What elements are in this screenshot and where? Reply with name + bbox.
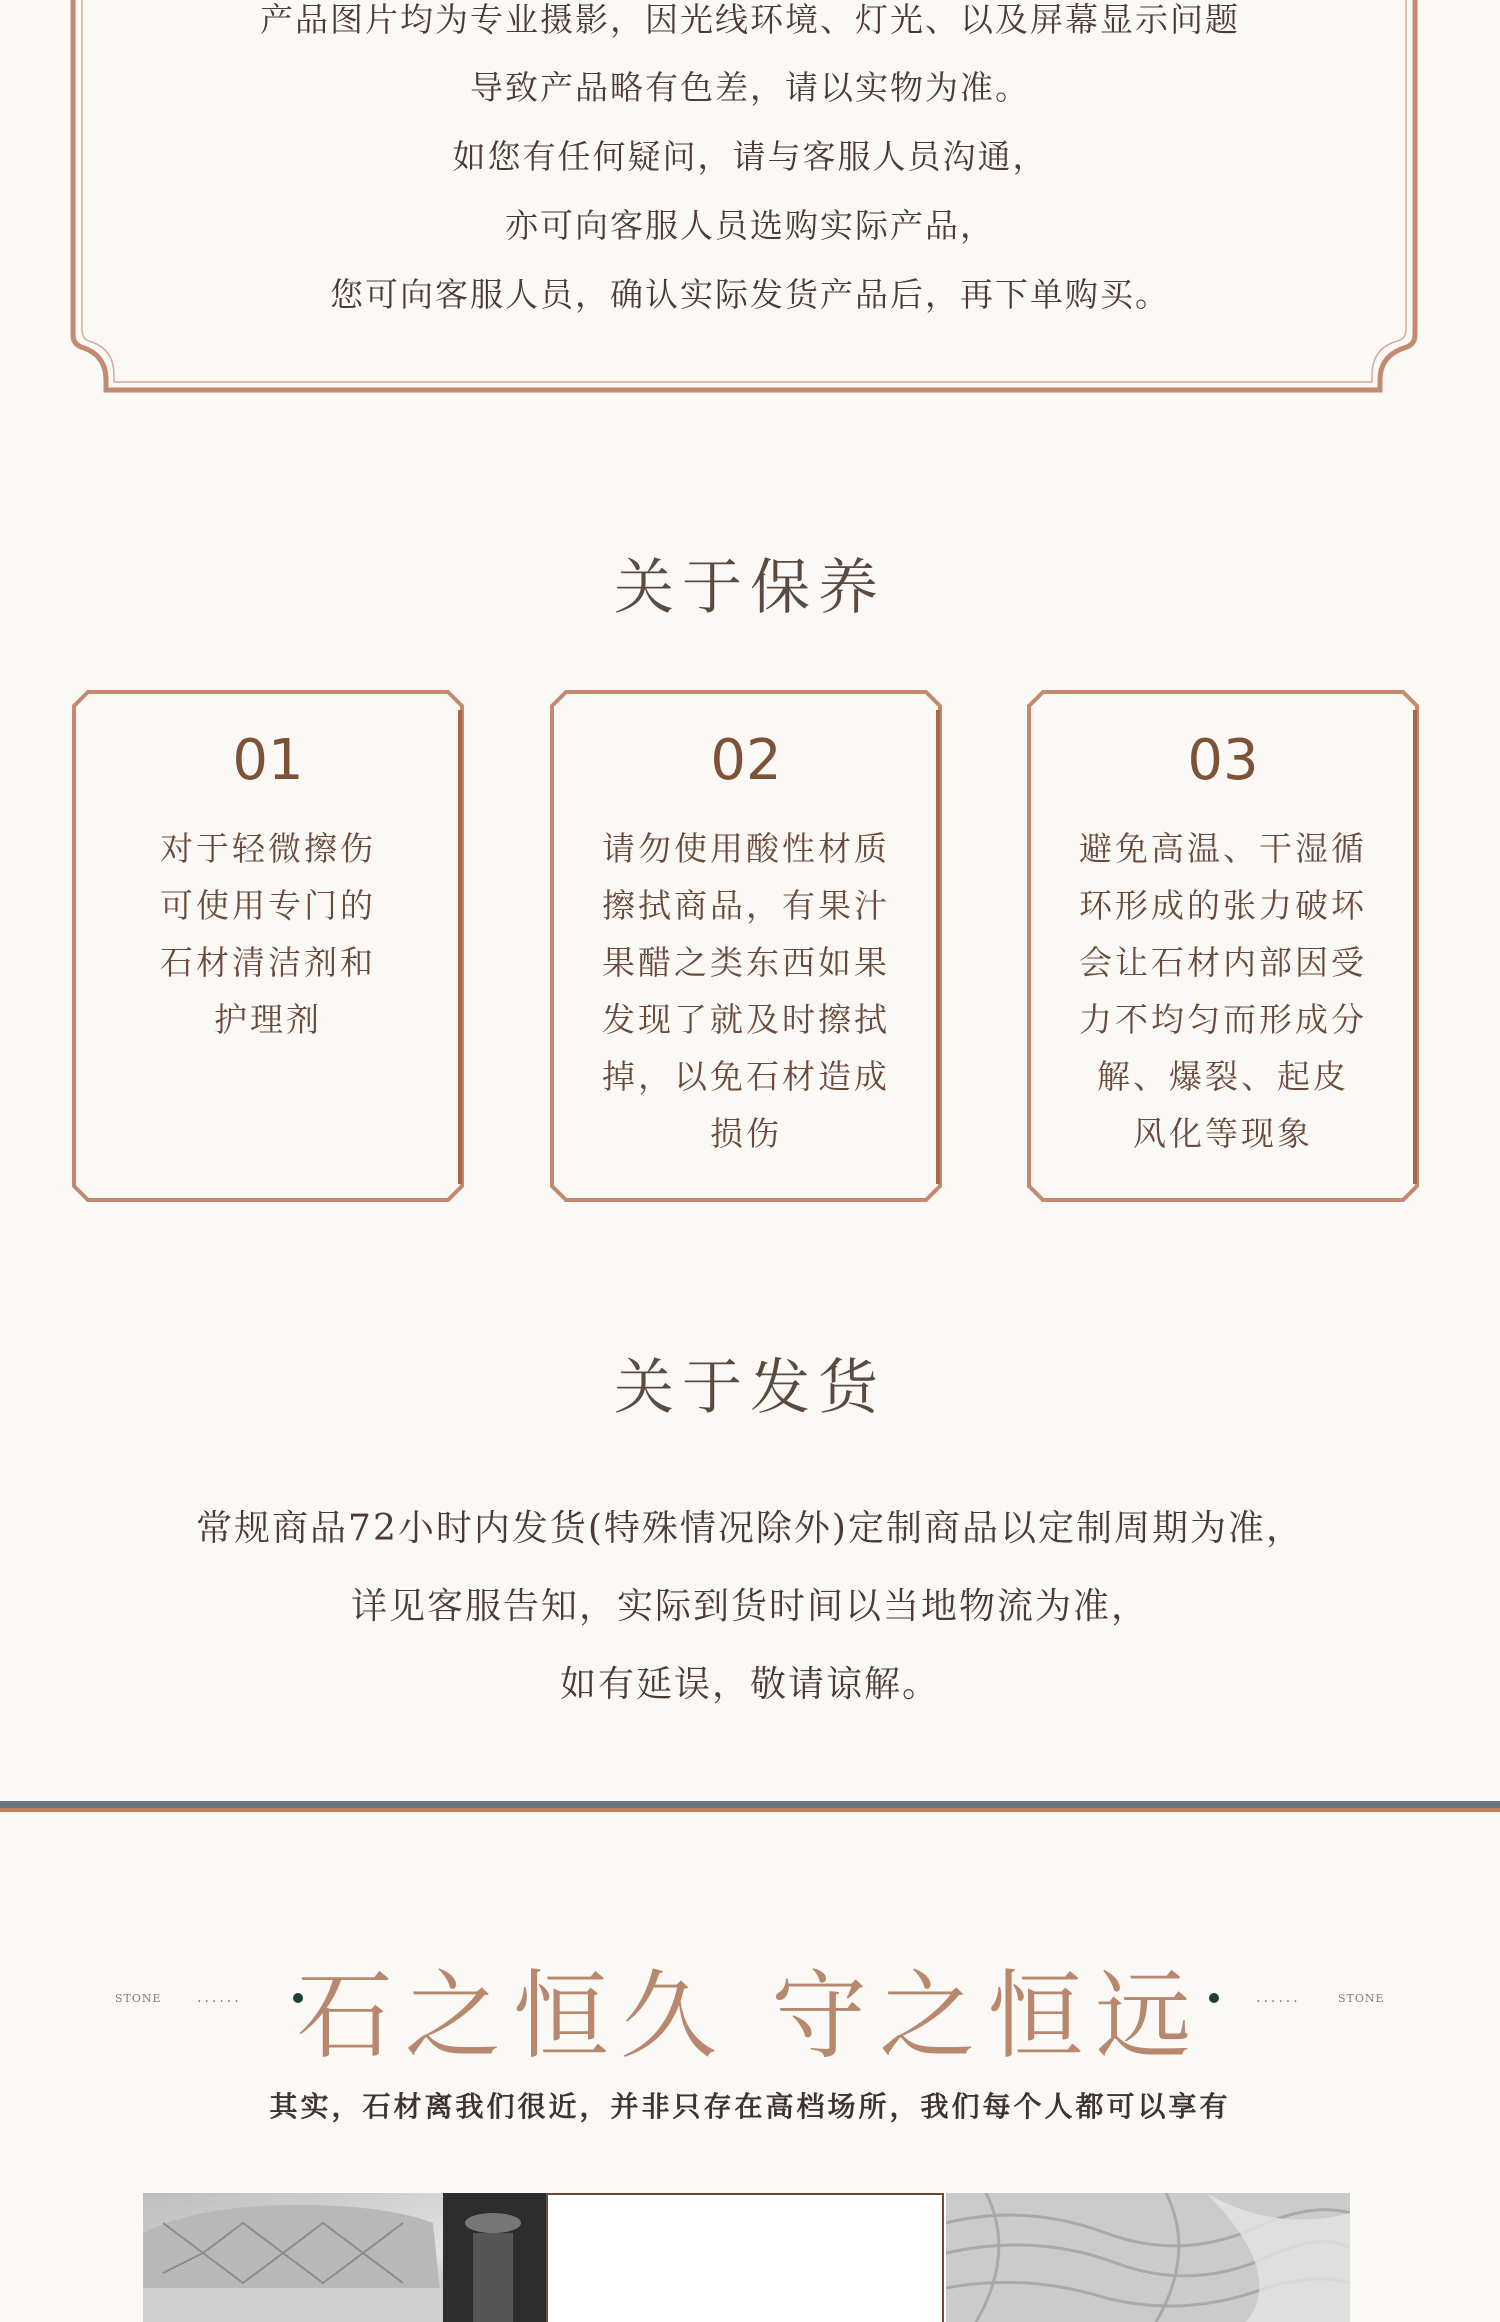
dots-left: ......	[197, 1990, 242, 2006]
blank-photo-panel	[546, 2193, 944, 2322]
section-divider-slate	[0, 1801, 1500, 1808]
shipping-line-1: 常规商品72小时内发货(特殊情况除外)定制商品以定制周期为准，	[196, 1508, 1304, 1549]
care-card-1	[72, 690, 464, 1202]
stone-word-right: STONE	[1338, 1992, 1385, 2005]
fabric-photo	[946, 2193, 1350, 2322]
care-title: 关于保养	[614, 553, 886, 623]
card-number: 01	[232, 728, 304, 793]
notice-line-1: 产品图片均为专业摄影，因光线环境、灯光、以及屏幕显示问题	[260, 0, 1240, 39]
slogan-subtitle: 其实，石材离我们很近，并非只存在高档场所，我们每个人都可以享有	[269, 2090, 1231, 2123]
card-text: 对于轻微擦伤 可使用专门的 石材清洁剂和 护理剂	[160, 829, 376, 1039]
dot-right	[1209, 1993, 1219, 2003]
care-card-2	[550, 690, 942, 1202]
dots-right: ......	[1256, 1990, 1301, 2006]
card-number: 02	[710, 728, 782, 793]
notice-line-4: 亦可向客服人员选购实际产品，	[505, 206, 995, 245]
shipping-line-3: 如有延误，敬请谅解。	[559, 1664, 940, 1705]
card-text: 请勿使用酸性材质 擦拭商品，有果汁 果醋之类东西如果 发现了就及时擦拭 掉，以免石材造成 损伤	[602, 829, 890, 1153]
sofa-photo	[143, 2193, 546, 2322]
stone-word-left: STONE	[115, 1992, 162, 2005]
notice-line-5: 您可向客服人员，确认实际发货产品后，再下单购买。	[330, 275, 1170, 314]
card-text: 避免高温、干湿循 环形成的张力破坏 会让石材内部因受 力不均匀而形成分 解、爆裂、起皮 风化等现象	[1079, 829, 1367, 1153]
shipping-title: 关于发货	[614, 1353, 886, 1423]
section-divider-copper	[0, 1808, 1500, 1812]
notice-line-2: 导致产品略有色差，请以实物为准。	[470, 68, 1030, 107]
care-card-3	[1027, 690, 1419, 1202]
slogan-title: 石之恒久 守之恒远	[296, 1960, 1204, 2072]
shipping-line-2: 详见客服告知，实际到货时间以当地物流为准，	[350, 1586, 1149, 1627]
card-number: 03	[1187, 728, 1259, 793]
notice-line-3: 如您有任何疑问，请与客服人员沟通，	[452, 137, 1048, 176]
